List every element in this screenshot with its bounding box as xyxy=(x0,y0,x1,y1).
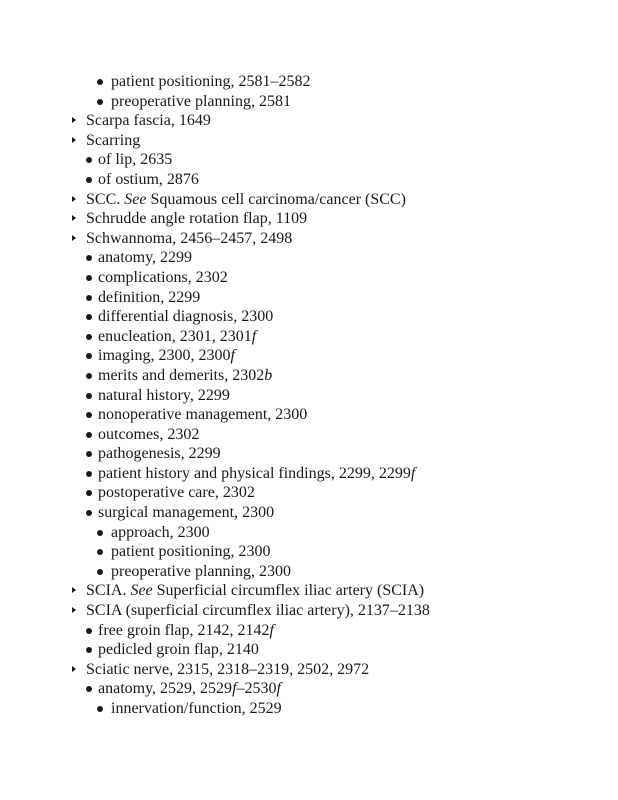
index-subentry xyxy=(0,307,618,327)
index-main-entry xyxy=(0,190,618,210)
index-subentry xyxy=(0,405,618,425)
index-subentry xyxy=(0,621,618,641)
index-entry-text xyxy=(111,72,311,92)
index-entry-text xyxy=(98,621,274,641)
index-subentry xyxy=(0,483,618,503)
text-segment: –2530 xyxy=(236,680,277,698)
index-main-entry xyxy=(0,229,618,249)
index-entry-text xyxy=(98,327,256,347)
index-main-entry xyxy=(0,111,618,131)
index-entry-text xyxy=(86,131,140,151)
text-segment: complications, 2302 xyxy=(98,268,228,286)
index-subentry xyxy=(0,248,618,268)
italic-segment: f xyxy=(410,464,416,482)
italic-segment: f xyxy=(251,327,257,345)
index-sub-subentry xyxy=(0,699,618,719)
text-segment: patient positioning, 2300 xyxy=(111,543,271,561)
index-subentry xyxy=(0,640,618,660)
index-entry-text xyxy=(98,425,199,445)
text-segment: definition, 2299 xyxy=(98,288,201,306)
text-segment: SCIA. xyxy=(86,582,131,600)
italic-segment: b xyxy=(264,366,273,384)
text-segment: enucleation, 2301, 2301 xyxy=(98,327,252,345)
text-segment: patient history and physical findings, 2299, 2299 xyxy=(98,464,411,482)
index-entry-text xyxy=(98,366,272,386)
index-entry-text xyxy=(86,190,406,210)
index-subentry xyxy=(0,464,618,484)
index-entry-text xyxy=(98,307,273,327)
index-entry-text xyxy=(111,542,271,562)
index-subentry xyxy=(0,150,618,170)
text-segment: preoperative planning, 2581 xyxy=(111,92,291,110)
text-segment: surgical management, 2300 xyxy=(98,504,275,522)
italic-segment: See xyxy=(130,582,153,600)
text-segment: nonoperative management, 2300 xyxy=(98,406,308,424)
index-main-entry xyxy=(0,581,618,601)
index-sub-subentry xyxy=(0,562,618,582)
text-segment: natural history, 2299 xyxy=(98,386,230,404)
text-segment: Squamous cell carcinoma/cancer (SCC) xyxy=(146,190,406,208)
index-entry-text xyxy=(111,523,210,543)
text-segment: of ostium, 2876 xyxy=(98,170,199,188)
index-entry-text xyxy=(111,699,282,719)
index-entry-text xyxy=(86,581,424,601)
text-segment: Scarring xyxy=(86,131,141,149)
index-entry-text xyxy=(98,346,235,366)
text-segment: preoperative planning, 2300 xyxy=(111,562,291,580)
text-segment: pedicled groin flap, 2140 xyxy=(98,641,259,659)
index-entry-text xyxy=(111,562,291,582)
index-entry-text xyxy=(86,660,369,680)
italic-segment: f xyxy=(269,621,274,639)
index-subentry xyxy=(0,679,618,699)
index-entry-text xyxy=(98,483,255,503)
index-main-entry xyxy=(0,601,618,621)
index-entry-text xyxy=(98,444,221,464)
text-segment: innervation/function, 2529 xyxy=(111,700,282,717)
italic-segment: f xyxy=(230,347,235,365)
index-main-entry xyxy=(0,660,618,680)
index-sub-subentry xyxy=(0,523,618,543)
index-entry-text xyxy=(111,92,291,112)
index-page xyxy=(0,72,618,719)
index-entry-text xyxy=(98,150,172,170)
index-subentry xyxy=(0,346,618,366)
text-segment: merits and demerits, 2302 xyxy=(98,366,265,384)
index-sub-subentry xyxy=(0,542,618,562)
index-subentry xyxy=(0,288,618,308)
index-subentry xyxy=(0,386,618,406)
index-entry-text xyxy=(86,229,292,249)
index-main-entry xyxy=(0,209,618,229)
italic-segment: See xyxy=(124,190,147,208)
index-subentry xyxy=(0,366,618,386)
index-entry-text xyxy=(98,679,281,699)
text-segment: differential diagnosis, 2300 xyxy=(98,308,274,326)
text-segment: patient positioning, 2581–2582 xyxy=(111,73,311,90)
italic-segment: f xyxy=(276,680,281,698)
index-entry-text xyxy=(86,209,307,229)
index-subentry xyxy=(0,425,618,445)
text-segment: Sciatic nerve, 2315, 2318–2319, 2502, 2972 xyxy=(86,660,370,678)
text-segment: Schrudde angle rotation flap, 1109 xyxy=(86,210,308,228)
index-entry-text xyxy=(98,386,230,406)
index-entry-text xyxy=(98,170,199,190)
index-entry-text xyxy=(98,248,192,268)
text-segment: outcomes, 2302 xyxy=(98,425,200,443)
index-entry-text xyxy=(98,268,228,288)
text-segment: anatomy, 2299 xyxy=(98,249,193,267)
text-segment: Superficial circumflex iliac artery (SCIA) xyxy=(152,582,425,600)
text-segment: Scarpa fascia, 1649 xyxy=(86,112,211,130)
text-segment: of lip, 2635 xyxy=(98,151,173,169)
index-subentry xyxy=(0,327,618,347)
index-sub-subentry xyxy=(0,72,618,92)
index-entry-text xyxy=(98,464,415,484)
text-segment: free groin flap, 2142, 2142 xyxy=(98,621,270,639)
text-segment: postoperative care, 2302 xyxy=(98,484,255,502)
index-entry-text xyxy=(98,405,307,425)
index-subentry xyxy=(0,503,618,523)
index-subentry xyxy=(0,268,618,288)
index-subentry xyxy=(0,444,618,464)
index-entry-text xyxy=(98,288,200,308)
index-entry-text xyxy=(86,601,430,621)
index-sub-subentry xyxy=(0,92,618,112)
index-entry-text xyxy=(86,111,211,131)
text-segment: pathogenesis, 2299 xyxy=(98,445,221,463)
index-main-entry xyxy=(0,131,618,151)
text-segment: SCIA (superficial circumflex iliac artery), 2137–2138 xyxy=(86,602,430,620)
italic-segment: f xyxy=(232,680,237,698)
index-entry-text xyxy=(98,640,259,660)
text-segment: imaging, 2300, 2300 xyxy=(98,347,231,365)
text-segment: Schwannoma, 2456–2457, 2498 xyxy=(86,229,293,247)
index-subentry xyxy=(0,170,618,190)
text-segment: anatomy, 2529, 2529 xyxy=(98,680,233,698)
text-segment: approach, 2300 xyxy=(111,523,210,541)
text-segment: SCC. xyxy=(86,190,125,208)
index-entry-text xyxy=(98,503,274,523)
